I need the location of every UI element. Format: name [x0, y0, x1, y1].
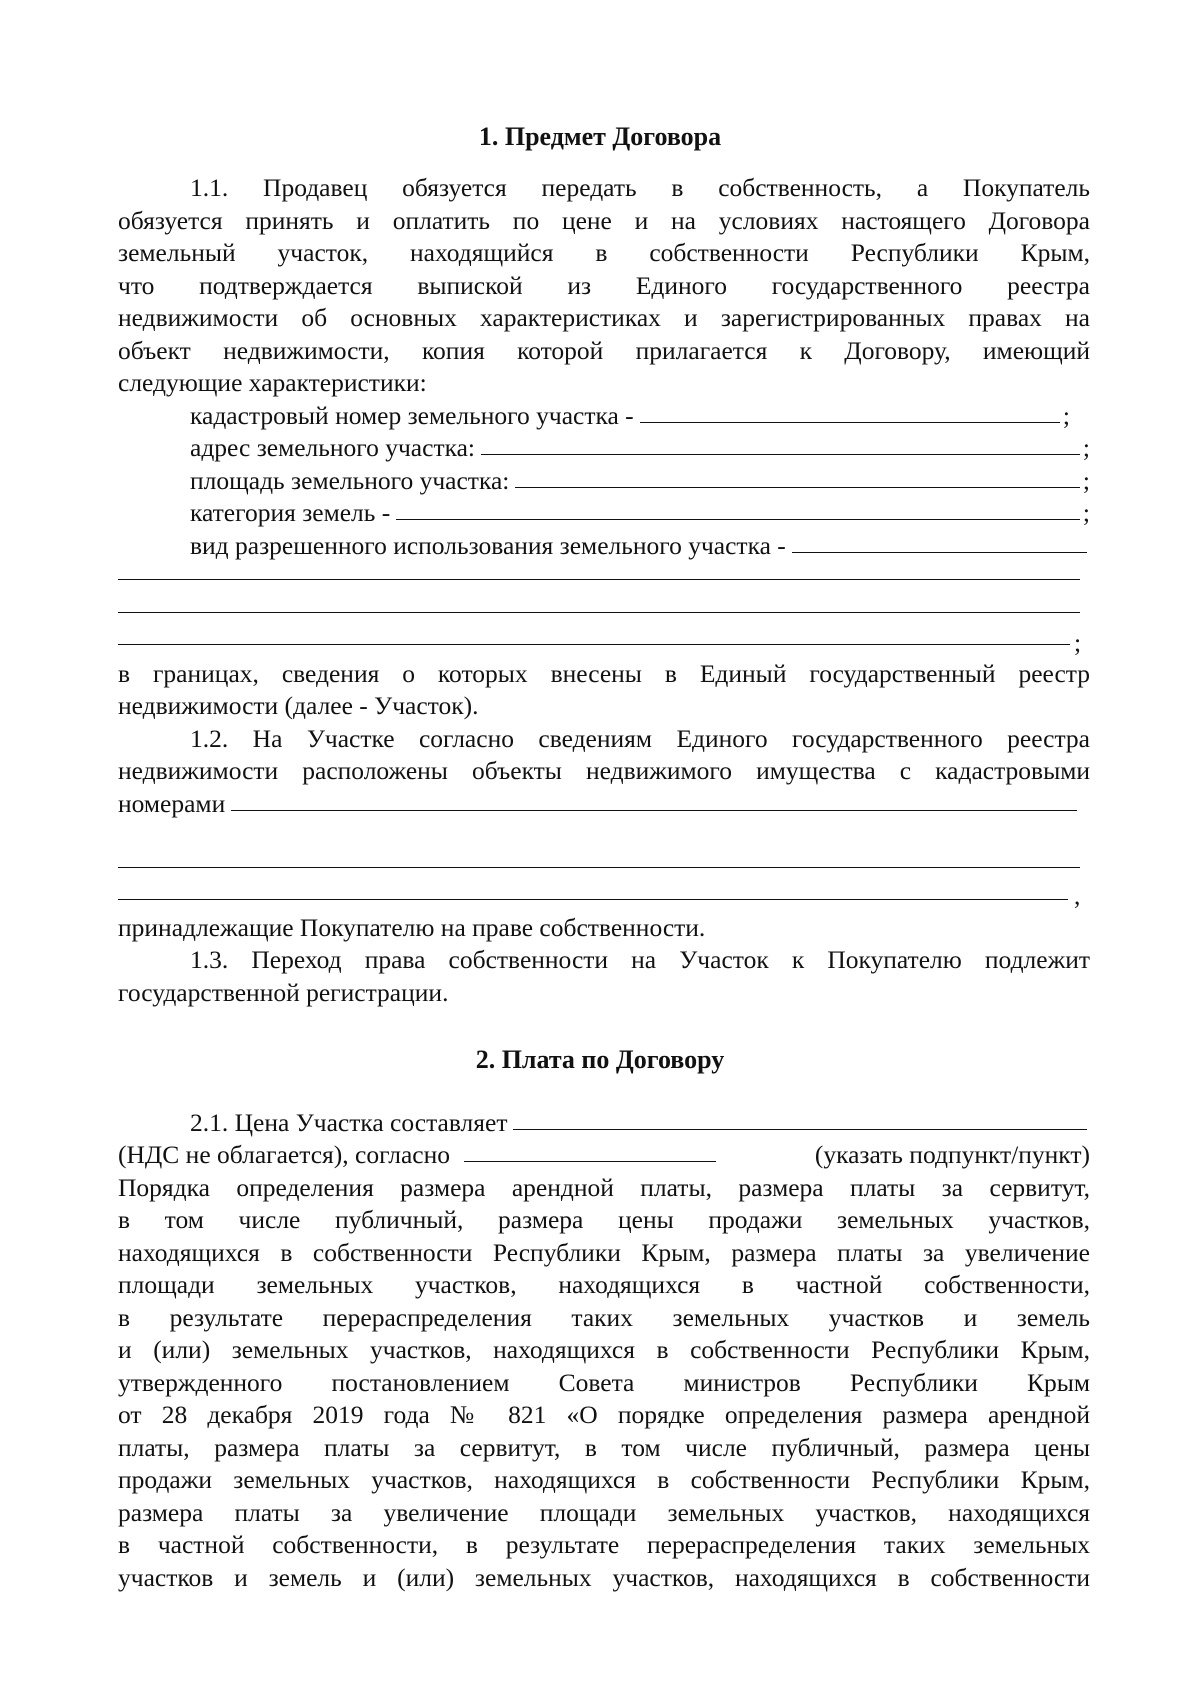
semicolon: ; — [1062, 401, 1070, 430]
fill-in-blank[interactable] — [513, 1107, 1087, 1130]
section-1-heading: 1. Предмет Договора — [478, 122, 722, 151]
para-1-2-line: 1.2. На Участке согласно сведениям Единого государственного реестра — [190, 724, 1090, 753]
field-label: кадастровый номер земельного участка - — [190, 401, 634, 430]
field-permitted-use — [190, 530, 1090, 563]
para-2-1-line: в том числе публичный, размера цены продажи земельных участков, — [118, 1205, 1090, 1234]
para-2-1-line: от 28 декабря 2019 года № 821 «О порядке определения размера арендной — [118, 1400, 1090, 1429]
field-label: (НДС не облагается), согласно — [118, 1140, 450, 1169]
field-area — [190, 465, 1090, 498]
fill-in-blank-line[interactable] — [118, 644, 1070, 645]
field-subclause — [118, 1139, 1090, 1172]
para-owned: принадлежащие Покупателю на праве собственности. — [118, 913, 706, 942]
para-2-1-line: в частной собственности, в результате перераспределения таких земельных — [118, 1530, 1090, 1559]
fill-in-blank[interactable] — [231, 788, 1077, 811]
para-1-1-line: земельный участок, находящийся в собственности Республики Крым, — [118, 238, 1090, 267]
semicolon: ; — [1082, 498, 1090, 527]
para-1-1-line: что подтверждается выпиской из Единого государственного реестра — [118, 271, 1090, 300]
field-label: 2.1. Цена Участка составляет — [190, 1108, 508, 1137]
fill-in-blank[interactable] — [396, 497, 1080, 520]
field-label: номерами — [118, 789, 226, 818]
para-2-1-line: находящихся в собственности Республики Крым, размера платы за увеличение — [118, 1238, 1090, 1267]
para-1-1-line: следующие характеристики: — [118, 368, 427, 397]
field-land-category — [190, 497, 1090, 530]
para-2-1-line: утвержденного постановлением Совета министров Республики Крым — [118, 1368, 1090, 1397]
para-1-2-line: недвижимости расположены объекты недвижимого имущества с кадастровыми — [118, 756, 1090, 785]
para-1-3-line: 1.3. Переход права собственности на Участок к Покупателю подлежит — [190, 945, 1090, 974]
fill-in-blank[interactable] — [640, 400, 1060, 423]
para-1-1-line: 1.1. Продавец обязуется передать в собственность, а Покупатель — [190, 173, 1090, 202]
field-label: вид разрешенного использования земельного участка - — [190, 531, 786, 560]
para-2-1-line: платы, размера платы за сервитут, в том числе публичный, размера цены — [118, 1433, 1090, 1462]
field-cadastral-numbers — [118, 788, 1080, 821]
para-2-1-line: и (или) земельных участков, находящихся в собственности Республики Крым, — [118, 1335, 1090, 1364]
para-1-1-line: недвижимости об основных характеристиках и зарегистрированных правах на — [118, 303, 1090, 332]
semicolon: ; — [1082, 466, 1090, 495]
para-2-1-line: размера платы за увеличение площади земельных участков, находящихся — [118, 1498, 1090, 1527]
fill-in-blank-line[interactable] — [118, 867, 1080, 868]
field-label: площадь земельного участка: — [190, 466, 510, 495]
field-label: адрес земельного участка: — [190, 433, 475, 462]
para-1-1-line: обязуется принять и оплатить по цене и на условиях настоящего Договора — [118, 206, 1090, 235]
semicolon: ; — [1082, 433, 1090, 462]
comma: , — [1074, 881, 1081, 910]
para-boundaries-line: недвижимости (далее - Участок). — [118, 691, 479, 720]
fill-in-blank-line[interactable] — [118, 579, 1080, 580]
field-hint: (указать подпункт/пункт) — [814, 1140, 1090, 1169]
field-label: категория земель - — [190, 498, 391, 527]
fill-in-blank[interactable] — [515, 465, 1080, 488]
para-2-1-line: в результате перераспределения таких земельных участков и земель — [118, 1303, 1090, 1332]
field-cadastral-number — [190, 400, 1070, 433]
fill-in-blank[interactable] — [481, 432, 1080, 455]
fill-in-blank[interactable] — [792, 530, 1087, 553]
para-2-1-line: участков и земель и (или) земельных участков, находящихся в собственности — [118, 1563, 1090, 1592]
para-1-3-line: государственной регистрации. — [118, 978, 449, 1007]
para-1-1-line: объект недвижимости, копия которой прилагается к Договору, имеющий — [118, 336, 1090, 365]
section-2-heading: 2. Плата по Договору — [475, 1045, 725, 1074]
para-boundaries-line: в границах, сведения о которых внесены в Единый государственный реестр — [118, 659, 1090, 688]
para-2-1-line: продажи земельных участков, находящихся в собственности Республики Крым, — [118, 1465, 1090, 1494]
fill-in-blank[interactable] — [464, 1139, 716, 1162]
semicolon: ; — [1074, 628, 1082, 657]
para-2-1-line: площади земельных участков, находящихся в частной собственности, — [118, 1270, 1090, 1299]
para-2-1-line: Порядка определения размера арендной платы, размера платы за сервитут, — [118, 1173, 1090, 1202]
fill-in-blank-line[interactable] — [118, 899, 1068, 900]
field-address — [190, 432, 1090, 465]
fill-in-blank-line[interactable] — [118, 612, 1080, 613]
field-price — [190, 1107, 1090, 1140]
